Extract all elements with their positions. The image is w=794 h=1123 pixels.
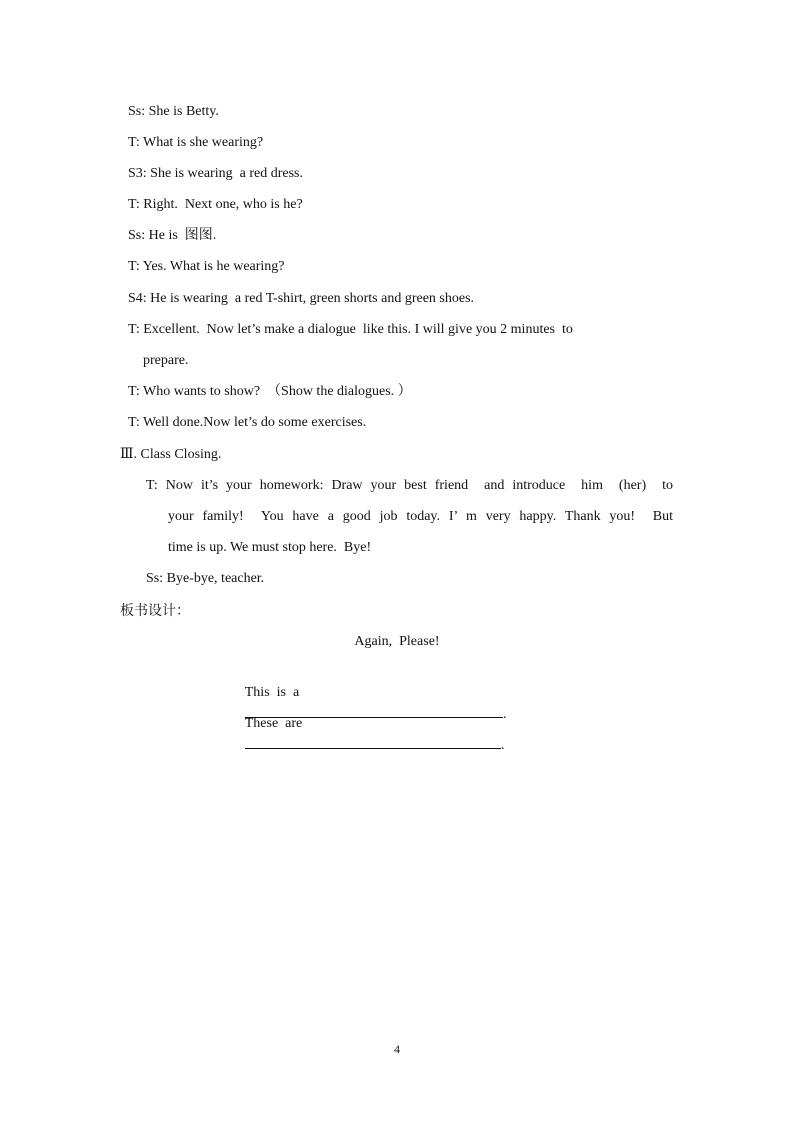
transcript-line: your family! You have a good job today. I’ m very happy. Thank you! But — [168, 509, 673, 524]
board-line-2-prefix: These are — [244, 716, 303, 731]
transcript-line: T: Excellent. Now let’s make a dialogue like this. I will give you 2 minutes to — [128, 322, 573, 337]
board-line-1-prefix: This is a — [244, 685, 300, 700]
page-number: 4 — [394, 1042, 400, 1056]
transcript-line: time is up. We must stop here. Bye! — [168, 540, 372, 555]
transcript-line: Ss: He is 图图. — [128, 228, 217, 243]
board-title: Again, Please! — [354, 634, 440, 649]
transcript-line: T: Well done.Now let’s do some exercises. — [128, 415, 367, 430]
transcript-line: T: Who wants to show? （Show the dialogues. ） — [128, 384, 412, 399]
fill-in-blank — [245, 734, 501, 749]
board-line-2-suffix: . — [501, 738, 505, 753]
transcript-line: T: Now it’s your homework: Draw your best friend and introduce him (her) to — [146, 478, 673, 493]
board-design-heading: 板书设计： — [120, 603, 190, 619]
transcript-line: Ss: She is Betty. — [128, 104, 219, 119]
transcript-line: T: Right. Next one, who is he? — [128, 197, 303, 212]
transcript-line: prepare. — [143, 353, 189, 368]
transcript-line: T: What is she wearing? — [128, 135, 264, 150]
transcript-line: S3: She is wearing a red dress. — [128, 166, 303, 181]
section-heading: Ⅲ. Class Closing. — [120, 447, 222, 462]
board-line-2 — [231, 694, 505, 776]
transcript-line: T: Yes. What is he wearing? — [128, 259, 285, 274]
transcript-line: S4: He is wearing a red T-shirt, green shorts and green shoes. — [128, 291, 475, 306]
transcript-line: Ss: Bye-bye, teacher. — [146, 571, 265, 586]
board-line-1-suffix: . — [503, 707, 507, 722]
